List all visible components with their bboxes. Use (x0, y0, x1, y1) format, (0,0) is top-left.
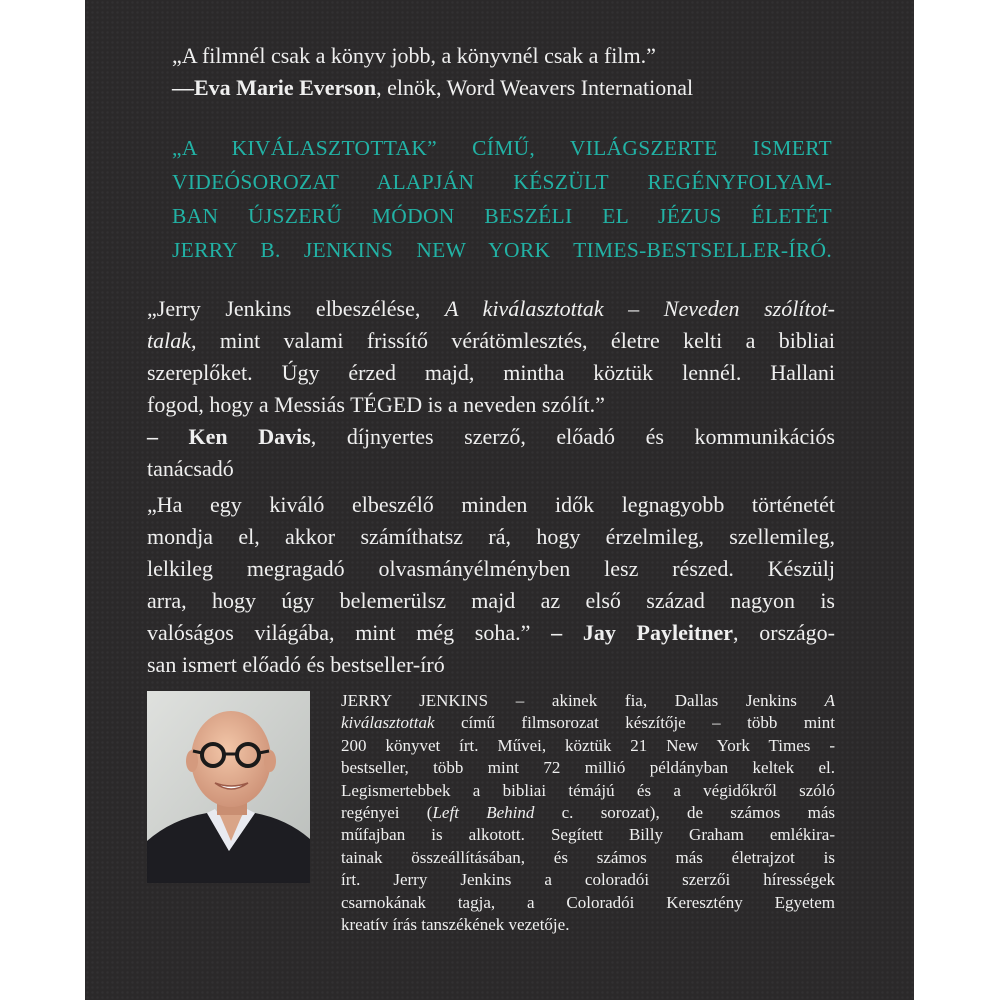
quote-payleitner (147, 489, 835, 681)
bio-line: kreatív írás tanszékének vezetője. (341, 915, 570, 935)
quote-line: „Ha egy kiváló elbeszélő minden idők legnagyobb történetét (147, 492, 835, 517)
quote-line: szereplőket. Úgy érzed majd, mintha köztük lennél. Hallani (147, 360, 835, 385)
quote-davis-attribution: – Ken Davis, díjnyertes szerző, előadó és kommunikációs (147, 424, 835, 449)
author-everson: —Eva Marie Everson (172, 75, 377, 100)
quote-line: mondja el, akkor számíthatsz rá, hogy érzelmileg, szellemileg, (147, 524, 835, 549)
bio-line: írt. Jerry Jenkins a coloradói szerzői hírességek (341, 870, 835, 890)
series-blurb (172, 131, 832, 267)
author-payleitner: – Jay Payleitner (551, 620, 734, 645)
book-title: A kiválasztottak – Neveden szólítot- (444, 296, 835, 321)
bio-line: Legismertebbek a bibliai témájú és a végidőkről szóló (341, 780, 835, 800)
quote-everson-text: „A filmnél csak a könyv jobb, a könyvnél csak a film.” (172, 43, 656, 68)
book-title-cont: talak (147, 328, 191, 353)
bio-line: JERRY JENKINS – akinek fia, Dallas Jenkins A (341, 691, 835, 710)
bio-line: tainak összeállításában, és számos más életrajzot is (341, 847, 835, 867)
quote-line: san ismert előadó és bestseller-író (147, 652, 445, 677)
quote-line: fogod, hogy a Messiás TÉGED is a neveden szólít.” (147, 392, 605, 417)
bio-line: regényei (Left Behind c. sorozat), de számos más (341, 803, 835, 823)
bio-line: bestseller, több mint 72 millió példányban keltek el. (341, 758, 835, 778)
quote-line: „Jerry Jenkins elbeszélése, A kiválasztottak – Neveden szólítot- (147, 296, 835, 321)
author-photo (147, 691, 310, 883)
quote-line: arra, hogy úgy belemerülsz majd az első század nagyon is (147, 588, 835, 613)
blurb-line: VIDEÓSOROZAT ALAPJÁN KÉSZÜLT REGÉNYFOLYAM- (172, 170, 832, 194)
quote-payleitner-attribution: valóságos világába, mint még soha.” – Jay Payleitner, országo- (147, 620, 835, 645)
author-davis: – Ken Davis (147, 424, 311, 449)
quote-everson (172, 40, 693, 104)
bio-line: műfajban is alkotott. Segített Billy Graham emlékira- (341, 825, 835, 845)
quote-line: talak, mint valami frissítő vérátömlesztés, életre kelti a bibliai (147, 328, 835, 353)
author-portrait-illustration (147, 691, 310, 883)
bio-line: kiválasztottak című filmsorozat készítője – több mint (341, 713, 835, 733)
author-bio (341, 690, 835, 936)
bio-line: csarnokának tagja, a Coloradói Keresztény Egyetem (341, 892, 835, 912)
blurb-line: „A KIVÁLASZTOTTAK” CÍMŰ, VILÁGSZERTE ISMERT (172, 136, 832, 160)
quote-davis (147, 293, 835, 485)
quote-line: tanácsadó (147, 456, 234, 481)
quote-line: lelkileg megragadó olvasmányélményben lesz részed. Készülj (147, 556, 835, 581)
blurb-line: BAN ÚJSZERŰ MÓDON BESZÉLI EL JÉZUS ÉLETÉT (172, 204, 832, 228)
bio-line: 200 könyvet írt. Művei, köztük 21 New York Times - (341, 735, 835, 755)
quote-everson-attribution: —Eva Marie Everson, elnök, Word Weavers International (172, 75, 694, 100)
blurb-line: JERRY B. JENKINS NEW YORK TIMES-BESTSELLER-ÍRÓ. (172, 238, 832, 262)
